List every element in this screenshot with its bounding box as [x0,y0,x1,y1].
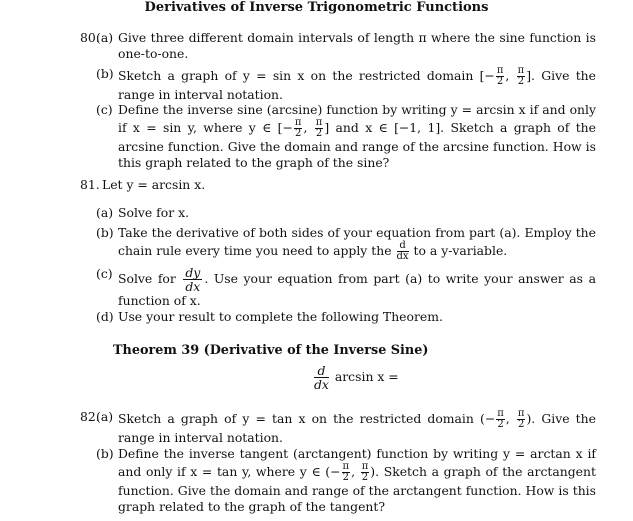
problem-81-number: 81. [80,177,100,192]
theorem-formula [312,364,399,391]
pi-over-2-fraction: $\frac{\pi}{2}$ [361,461,369,483]
problem-81-intro: Let y = arcsin x. [102,177,206,192]
theorem-expression: arcsin x = [334,369,399,384]
part-label: (b) [96,446,114,461]
problem-81c-text-1: Solve for [118,271,176,286]
problem-81d-text: Use your result to complete the following Theorem. [118,309,443,324]
part-label: (d) [96,309,114,324]
part-label: (b) [96,225,114,240]
problem-81a-text: Solve for x. [118,205,190,220]
problem-81d [96,309,596,325]
d-dx-operator: $\frac{d}{dx}$ [314,363,329,392]
problem-80a [96,30,596,62]
pi-over-2-fraction: $\frac{\pi}{2}$ [294,117,302,139]
problem-80b-text-2: ]. Give the range in interval notation. [118,68,596,102]
pi-over-2-fraction: $\frac{\pi}{2}$ [517,65,525,87]
problem-80a-text: Give three different domain intervals of length π where the sine function is one-to-one. [118,30,596,61]
problem-80b-text-1: Sketch a graph of y = sin x on the restricted domain [− [118,68,495,83]
pi-over-2-fraction: $\frac{\pi}{2}$ [497,408,504,430]
part-label: (a) [96,409,114,424]
problem-80c-text-1: Define the inverse sine (arcsine) function by writing y = arcsin x if and only if x = sin y, where y ∈ [− [118,102,596,135]
problem-82a-text-1: Sketch a graph of y = tan x on the restricted domain (− [118,411,496,426]
pi-over-2-fraction: $\frac{\pi}{2}$ [315,117,323,139]
page-title: Derivatives of Inverse Trigonometric Functions [144,0,489,15]
theorem-heading: Theorem 39 (Derivative of the Inverse Sine) [113,343,429,358]
problem-81b-text-2: to a y-variable. [413,243,508,258]
part-label: (a) [96,30,114,45]
problem-81a [96,205,596,221]
part-label: (c) [96,102,113,117]
problem-80-number: 80. [80,30,100,45]
problem-82-number: 82. [80,409,100,424]
pi-over-2-fraction: $\frac{\pi}{2}$ [496,65,504,87]
problem-80b: (b) Sketch a graph of y = sin x on the restricted domain [− $\frac{\pi}{2}$ , $\frac{\pi}{2}$ ]. Give the range in interval notation. [96,65,596,102]
problem-81c-text-2: . Use your equation from part (a) to write your answer as a function of x. [118,271,596,308]
part-label: (a) [96,205,114,220]
part-label: (b) [96,66,114,81]
problem-81c [96,265,596,309]
pi-over-2-fraction: $\frac{\pi}{2}$ [342,461,350,483]
problem-82b-text-2: ). Sketch a graph of the arctangent function. Give the domain and range of the arctangent function. How is this graph related to the graph of the tangent? [118,464,596,514]
dy-dx-fraction: $\frac{dy}{dx}$ [185,265,201,294]
part-label: (c) [96,266,113,281]
problem-82a-text-2: ). Give the range in interval notation. [118,411,596,445]
problem-80c-text-2: ] and x ∈ [−1, 1]. Sketch a graph of the arcsine function. Give the domain and range of the arcsine function. How is this graph related to the graph of the sine? [118,120,596,170]
problem-82a: (a) Sketch a graph of y = tan x on the restricted domain (− $\frac{\pi}{2}$ , $\frac{\pi}{2}$ ). Give the range in interval notation. [96,408,596,445]
problem-81b [96,225,596,262]
problem-82b-text-1: Define the inverse tangent (arctangent) function by writing y = arctan x if and only if x = tan y, where y ∈ (− [118,446,596,479]
problem-80c: (c) Define the inverse sine (arcsine) function by writing y = arcsin x if and only if x = sin y, where y ∈ [− $\frac{\pi}{2}$ , $\frac{\pi}{2}$ ] and x ∈ [−1, 1]. Sketch a graph of the arcsine function. Give the domain and range of the arcsine function. How is this graph related to the graph of the sine? [96,102,596,170]
problem-82b: (b) Define the inverse tangent (arctangent) function by writing y = arctan x if and only if x = tan y, where y ∈ (− $\frac{\pi}{2}$ , $\frac{\pi}{2}$ ). Sketch a graph of the arctangent function. Give the domain and range of the arctangent function. How is this graph related to the graph of the tangent? [96,446,596,514]
pi-over-2-fraction: $\frac{\pi}{2}$ [517,408,525,430]
d-dx-fraction: $\frac{d}{dx}$ [396,240,409,262]
problem-81b-text-1: Take the derivative of both sides of your equation from part (a). Employ the chain rule every time you need to apply the [118,225,596,258]
